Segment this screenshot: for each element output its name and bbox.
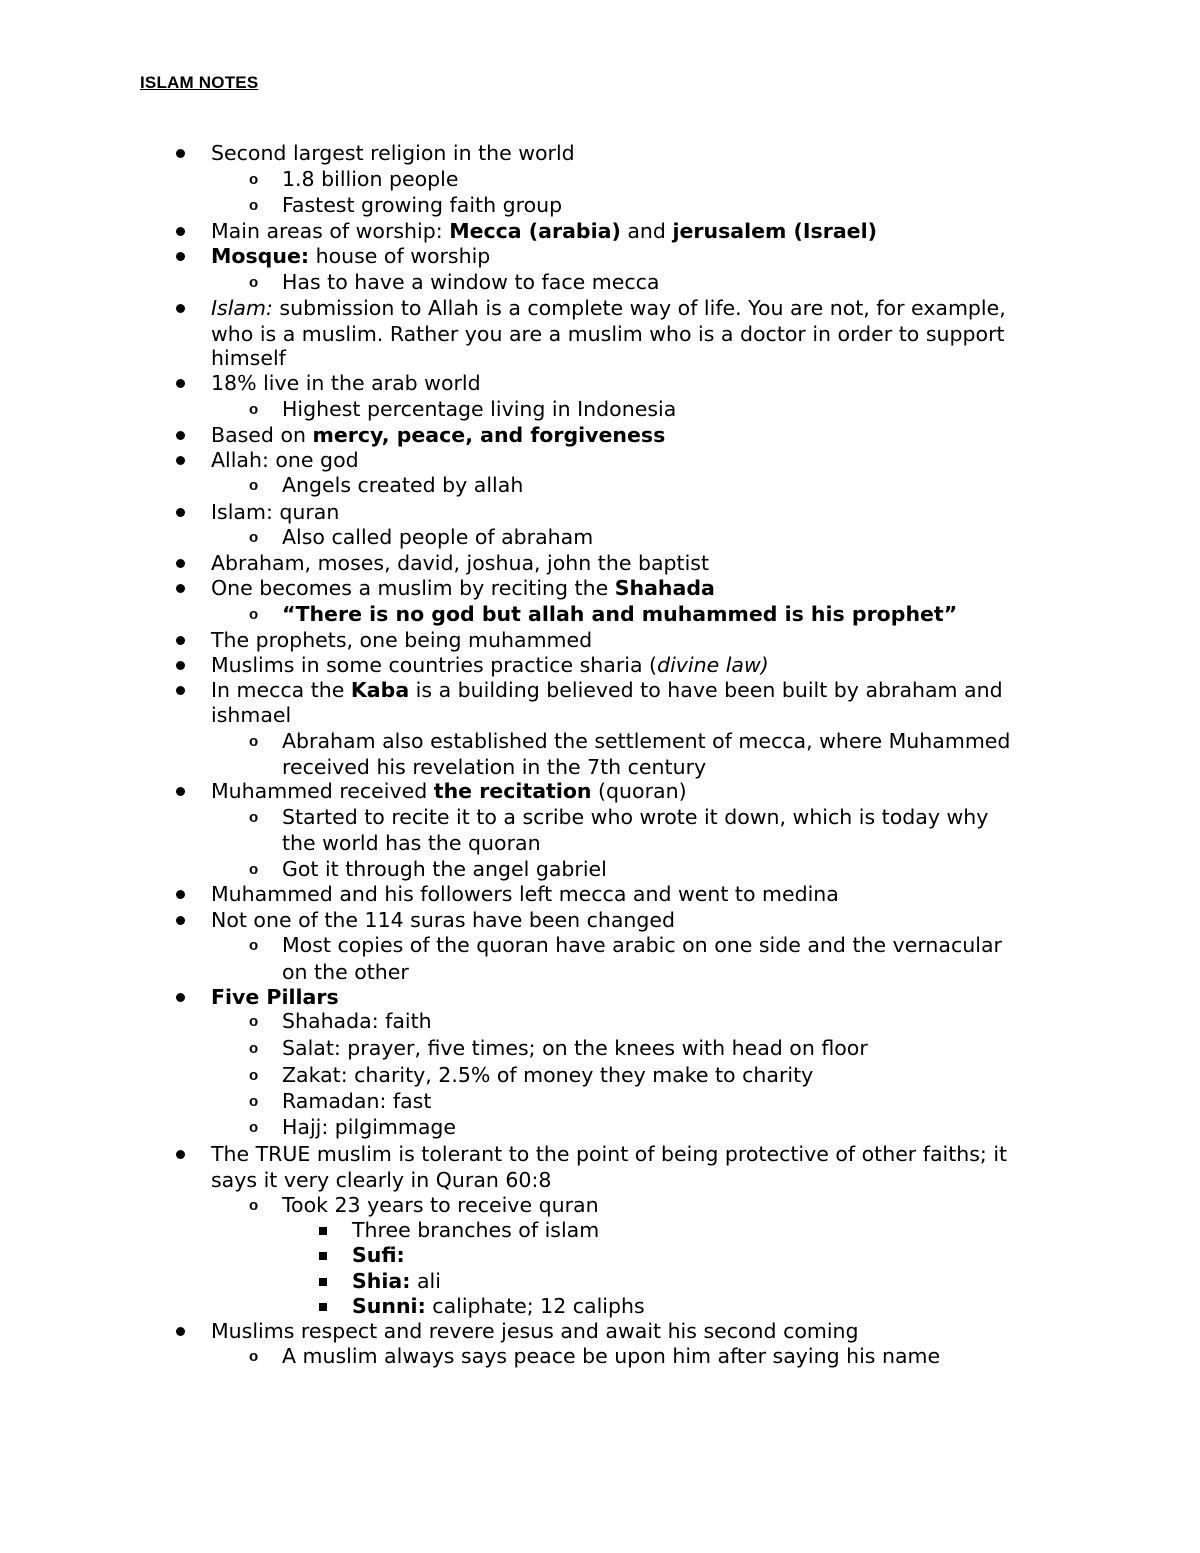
list-item-level-1 [211,551,709,576]
list-item-level-1 [211,576,715,601]
disc-bullet-icon [176,890,185,899]
text-segment: ishmael [211,703,292,727]
text-segment: on the other [282,960,409,984]
circle-bullet-icon: o [249,401,259,418]
list-item-level-1 [211,371,481,396]
list-item-level-1 [211,244,490,269]
list-item-level-2 [282,1089,431,1114]
bold-text: the recitation [433,779,592,803]
disc-bullet-icon [176,227,185,236]
text-segment: Ramadan: fast [282,1089,432,1113]
bold-text: “There is no god but allah and muhammed is his prophet” [282,602,958,626]
bold-text: jerusalem (Israel) [672,219,877,243]
list-item-level-2 [282,1193,599,1218]
disc-bullet-icon [176,993,185,1002]
circle-bullet-icon: o [249,937,259,954]
circle-bullet-icon: o [249,171,259,188]
text-segment: One becomes a muslim by reciting the [211,576,615,600]
bold-text: Mecca (arabia) [449,219,621,243]
list-item-level-1 [211,423,665,448]
text-segment: 1.8 billion people [282,167,459,191]
list-item-level-1 [211,882,839,907]
disc-bullet-icon [176,686,185,695]
text-segment: received his revelation in the 7th century [282,755,707,779]
list-item-level-1 [211,628,592,653]
text-segment: Has to have a window to face mecca [282,270,660,294]
list-item-level-2 [282,525,593,550]
list-item-level-2 [282,270,659,295]
bold-text: Sufi: [352,1243,405,1267]
text-segment: who is a muslim. Rather you are a muslim who is a doctor in order to support [211,322,1005,346]
text-segment: Most copies of the quoran have arabic on one side and the vernacular [282,933,1002,957]
disc-bullet-icon [176,431,185,440]
list-item-level-3 [352,1218,599,1243]
disc-bullet-icon [176,508,185,517]
circle-bullet-icon: o [249,733,259,750]
text-segment: Based on [211,423,313,447]
text-segment: Zakat: charity, 2.5% of money they make to charity [282,1063,814,1087]
square-bullet-icon [319,1278,327,1286]
circle-bullet-icon: o [249,529,259,546]
square-bullet-icon [319,1227,327,1235]
text-segment: himself [211,346,286,370]
text-segment: says it very clearly in Quran 60:8 [211,1168,552,1192]
text-segment: the world has the quoran [282,831,541,855]
list-item-level-1 [211,703,291,728]
list-item-level-1 [211,908,675,933]
circle-bullet-icon: o [249,1119,259,1136]
text-segment: The prophets, one being muhammed [211,628,593,652]
square-bullet-icon [319,1252,327,1260]
text-segment: Muhammed received [211,779,434,803]
disc-bullet-icon [176,1327,185,1336]
list-item-level-2 [282,167,458,192]
list-item-level-2 [282,473,523,498]
list-item-level-2 [282,729,1010,754]
text-segment: Muhammed and his followers left mecca and went to medina [211,882,839,906]
circle-bullet-icon: o [249,1093,259,1110]
list-item-level-1 [211,296,1006,321]
list-item-level-3 [352,1243,405,1268]
disc-bullet-icon [176,304,185,313]
text-segment: Started to recite it to a scribe who wrote it down, which is today why [282,805,989,829]
disc-bullet-icon [176,559,185,568]
disc-bullet-icon [176,379,185,388]
circle-bullet-icon: o [249,809,259,826]
list-item-level-2 [282,1344,940,1369]
list-item-level-1 [211,1168,551,1193]
disc-bullet-icon [176,584,185,593]
circle-bullet-icon: o [249,1348,259,1365]
text-segment: submission to Allah is a complete way of life. You are not, for example, [272,296,1006,320]
text-segment: 18% live in the arab world [211,371,481,395]
text-segment: Highest percentage living in Indonesia [282,397,677,421]
text-segment: caliphate; 12 caliphs [425,1294,645,1318]
list-item-level-2 [282,1009,432,1034]
bold-text: Shahada [614,576,715,600]
text-segment: Abraham also established the settlement of mecca, where Muhammed [282,729,1011,753]
text-segment: Shahada: faith [282,1009,432,1033]
text-segment: The TRUE muslim is tolerant to the point of being protective of other faiths; it [211,1142,1008,1166]
text-segment: Main areas of worship: [211,219,450,243]
list-item-level-1 [211,653,769,678]
italic-text: Islam: [211,296,273,320]
disc-bullet-icon [176,149,185,158]
circle-bullet-icon: o [249,274,259,291]
text-segment: Salat: prayer, five times; on the knees with head on floor [282,1036,868,1060]
list-item-level-1 [211,500,339,525]
text-segment: A muslim always says peace be upon him after saying his name [282,1344,941,1368]
text-segment: Fastest growing faith group [282,193,563,217]
square-bullet-icon [319,1303,327,1311]
circle-bullet-icon: o [249,1067,259,1084]
circle-bullet-icon: o [249,197,259,214]
circle-bullet-icon: o [249,1040,259,1057]
list-item-level-2 [282,805,988,830]
list-item-level-1 [211,346,286,371]
list-item-level-3 [352,1269,441,1294]
list-item-level-2 [282,831,541,856]
list-item-level-1 [211,141,575,166]
bold-text: Shia: [352,1269,411,1293]
text-segment: Muslims respect and revere jesus and await his second coming [211,1319,859,1343]
text-segment: house of worship [309,244,491,268]
disc-bullet-icon [176,636,185,645]
text-segment: Three branches of islam [352,1218,600,1242]
text-segment: Angels created by allah [282,473,524,497]
list-item-level-1 [211,1142,1007,1167]
circle-bullet-icon: o [249,477,259,494]
list-item-level-1 [211,985,339,1010]
text-segment: In mecca the [211,678,351,702]
list-item-level-2 [282,602,957,627]
text-segment: ali [410,1269,441,1293]
text-segment: Also called people of abraham [282,525,594,549]
italic-text: divine law) [657,653,769,677]
text-segment: (quoran) [591,779,687,803]
text-segment: Got it through the angel gabriel [282,857,607,881]
list-item-level-1 [211,448,359,473]
bold-text: Five Pillars [211,985,339,1009]
circle-bullet-icon: o [249,1013,259,1030]
list-item-level-2 [282,933,1002,958]
disc-bullet-icon [176,787,185,796]
list-item-level-1 [211,322,1005,347]
disc-bullet-icon [176,252,185,261]
text-segment: Allah: one god [211,448,359,472]
bold-text: mercy, peace, and forgiveness [312,423,666,447]
page-title: ISLAM NOTES [140,73,259,92]
list-item-level-1 [211,219,877,244]
circle-bullet-icon: o [249,1197,259,1214]
text-segment: Took 23 years to receive quran [282,1193,599,1217]
text-segment: Muslims in some countries practice sharia ( [211,653,658,677]
circle-bullet-icon: o [249,606,259,623]
text-segment: Second largest religion in the world [211,141,575,165]
text-segment: Hajj: pilgimmage [282,1115,457,1139]
bold-text: Mosque: [211,244,310,268]
list-item-level-2 [282,960,409,985]
circle-bullet-icon: o [249,861,259,878]
list-item-level-2 [282,1115,456,1140]
text-segment: and [620,219,673,243]
list-item-level-2 [282,1036,868,1061]
text-segment: Abraham, moses, david, joshua, john the baptist [211,551,709,575]
list-item-level-2 [282,193,562,218]
bold-text: Kaba [350,678,410,702]
text-segment: Islam: quran [211,500,340,524]
list-item-level-3 [352,1294,645,1319]
text-segment: Not one of the 114 suras have been changed [211,908,676,932]
list-item-level-2 [282,397,676,422]
list-item-level-1 [211,1319,859,1344]
disc-bullet-icon [176,661,185,670]
disc-bullet-icon [176,1150,185,1159]
list-item-level-1 [211,779,687,804]
list-item-level-2 [282,857,607,882]
list-item-level-2 [282,755,706,780]
bold-text: Sunni: [352,1294,426,1318]
list-item-level-1 [211,678,1003,703]
disc-bullet-icon [176,916,185,925]
disc-bullet-icon [176,456,185,465]
list-item-level-2 [282,1063,813,1088]
text-segment: is a building believed to have been built by abraham and [409,678,1003,702]
